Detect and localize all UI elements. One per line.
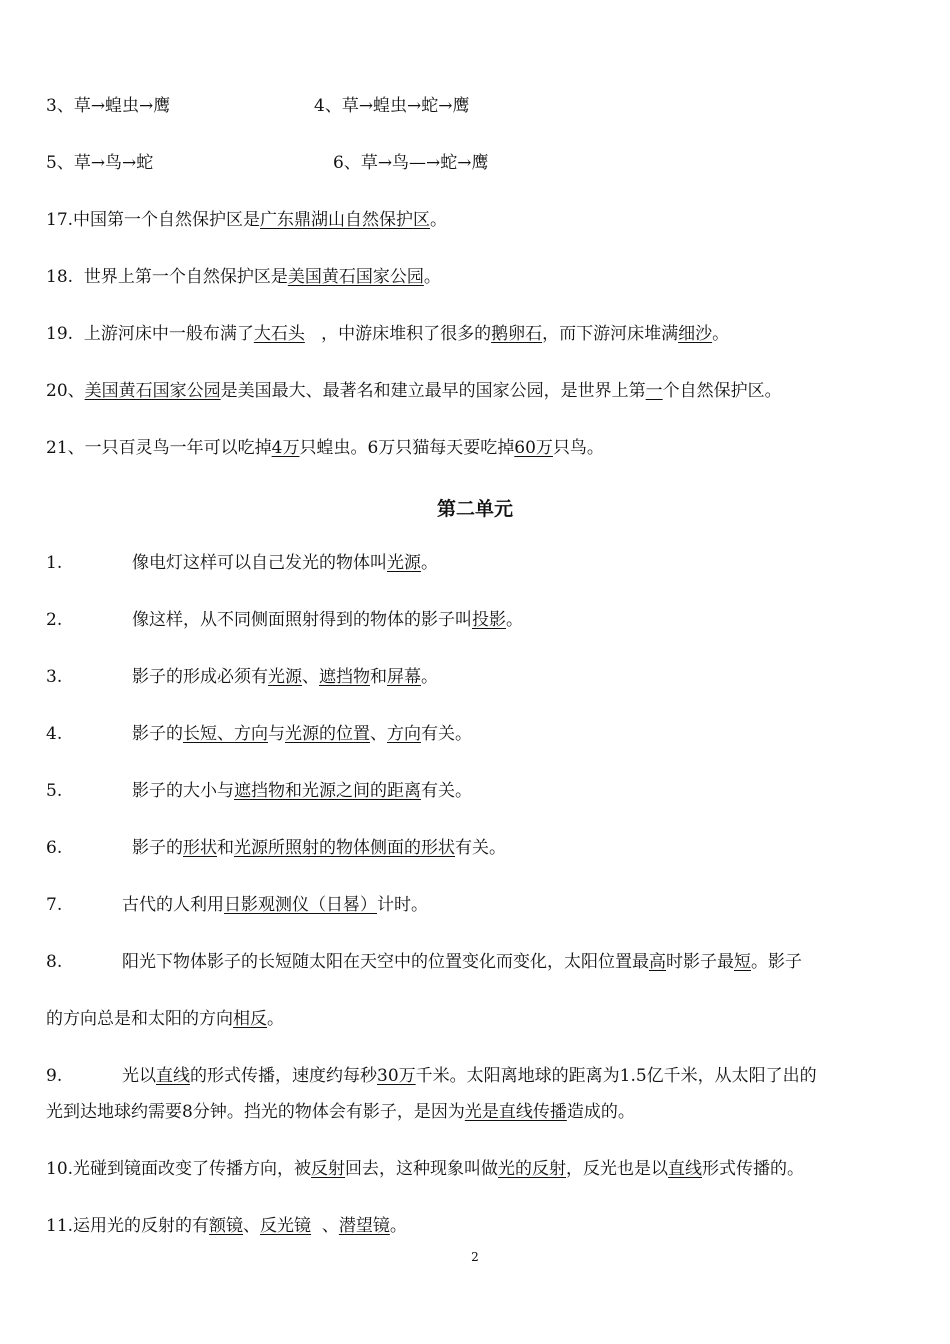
item-number: 9. <box>46 1066 63 1086</box>
answer-blank: 长短、方向 <box>183 724 268 744</box>
item-text: 与 <box>268 724 285 744</box>
answer-blank: 短 <box>734 952 751 972</box>
answer-blank: 光是直线传播 <box>464 1102 567 1122</box>
answer-blank: 相反 <box>233 1009 267 1029</box>
item-text: 的方向总是和太阳的方向 <box>46 1009 233 1029</box>
item-text: 有关。 <box>421 724 472 744</box>
page-number: 2 <box>471 1250 479 1264</box>
unit-title: 第二单元 <box>436 498 513 520</box>
question-text: 是美国最大、最著名和建立最早的国家公园，是世界上第 <box>220 381 646 401</box>
food-chain-5: 5、草→鸟→蛇 <box>46 153 154 173</box>
question-text: 世界上第一个自然保护区是 <box>83 267 288 287</box>
item-number: 2. <box>46 610 63 630</box>
item-text: 影子的形成必须有 <box>132 667 268 687</box>
answer-blank: 潜望镜 <box>338 1216 390 1236</box>
item-text: 计时。 <box>377 895 428 915</box>
item-text: 有关。 <box>421 781 472 801</box>
item-text: 影子的 <box>132 838 183 858</box>
answer-blank: 屏幕 <box>387 667 421 687</box>
answer-blank: 细沙 <box>678 324 713 344</box>
item-9-continued <box>46 1101 910 1123</box>
question-text: ，而下游河床堆满 <box>542 324 679 344</box>
question-text: 。 <box>430 210 448 230</box>
answer-blank: 鹅卵石 <box>491 324 543 344</box>
answer-blank: 光源的位置 <box>285 724 370 744</box>
answer-blank: 直线 <box>668 1159 703 1179</box>
food-chain-row-1 <box>46 95 910 117</box>
answer-blank: 方向 <box>387 724 421 744</box>
item-10 <box>46 1158 910 1180</box>
question-number: 19. <box>46 324 74 344</box>
answer-blank: 投影 <box>472 610 506 630</box>
food-chain-row-2 <box>46 152 910 174</box>
answer-blank: 一 <box>645 381 663 401</box>
item-text: 、 <box>302 667 319 687</box>
item-text: 。 <box>267 1009 284 1029</box>
item-number: 6. <box>46 838 63 858</box>
item-text: 和 <box>217 838 234 858</box>
answer-blank: 遮挡物和光源之间的距离 <box>234 781 421 801</box>
question-number: 17. <box>46 210 74 230</box>
item-9 <box>46 1065 910 1087</box>
item-text: ，反光也是以 <box>566 1159 669 1179</box>
answer-blank: 美国黄石国家公园 <box>84 381 221 401</box>
item-text: 有关。 <box>455 838 506 858</box>
question-text: 只蝗虫。6万只猫每天要吃掉 <box>299 438 515 458</box>
question-17 <box>46 209 910 231</box>
question-number: 18. <box>46 267 74 287</box>
question-text: 个自然保护区。 <box>662 381 782 401</box>
answer-blank: 额镜 <box>209 1216 244 1236</box>
answer-blank: 日影观测仪（日晷） <box>224 895 377 915</box>
item-6 <box>46 837 910 859</box>
item-11 <box>46 1215 910 1237</box>
question-21 <box>46 437 910 459</box>
item-text: 千米。太阳离地球的距离为1.5亿千米，从太阳了出的 <box>415 1066 817 1086</box>
answer-blank: 广东鼎湖山自然保护区 <box>260 210 431 230</box>
item-text: 。 <box>421 667 438 687</box>
answer-blank: 反光镜 <box>260 1216 312 1236</box>
item-text: 光以 <box>122 1066 156 1086</box>
answer-blank: 遮挡物 <box>319 667 370 687</box>
item-text: 、 <box>370 724 387 744</box>
item-number: 5. <box>46 781 63 801</box>
item-text: 像这样，从不同侧面照射得到的物体的影子叫 <box>132 610 472 630</box>
item-text: 回去，这种现象叫做 <box>345 1159 499 1179</box>
question-text: 一只百灵鸟一年可以吃掉 <box>84 438 272 458</box>
question-text: 中国第一个自然保护区是 <box>73 210 261 230</box>
item-text: 古代的人利用 <box>122 895 224 915</box>
item-text: 。 <box>506 610 523 630</box>
answer-blank: 60万 <box>514 438 553 458</box>
item-number: 4. <box>46 724 63 744</box>
item-number: 1. <box>46 553 63 573</box>
item-3 <box>46 666 910 688</box>
question-text: 。 <box>423 267 441 287</box>
item-number: 8. <box>46 952 63 972</box>
question-text: 只鸟。 <box>552 438 604 458</box>
item-text: 。 <box>389 1216 407 1236</box>
answer-blank: 美国黄石国家公园 <box>287 267 424 287</box>
answer-blank: 4万 <box>271 438 300 458</box>
item-text: 、 <box>321 1216 339 1236</box>
food-chain-4: 4、草→蝗虫→蛇→鹰 <box>314 96 470 116</box>
answer-blank: 直线 <box>156 1066 190 1086</box>
item-text: 。 <box>421 553 438 573</box>
item-number: 7. <box>46 895 63 915</box>
item-text: 光到达地球约需要8分钟。挡光的物体会有影子，是因为 <box>46 1102 465 1122</box>
question-text: ，中游床堆积了很多的 <box>321 324 492 344</box>
item-text: 形式传播的。 <box>702 1159 805 1179</box>
item-number: 10. <box>46 1159 74 1179</box>
item-text: 影子的大小与 <box>132 781 234 801</box>
item-text: 和 <box>370 667 387 687</box>
answer-blank: 大石头 <box>253 324 305 344</box>
answer-blank: 30万 <box>377 1066 416 1086</box>
item-number: 3. <box>46 667 63 687</box>
item-text: 影子的 <box>132 724 183 744</box>
item-text: 运用光的反射的有 <box>73 1216 210 1236</box>
question-number: 21、 <box>46 438 85 458</box>
item-8 <box>46 951 910 973</box>
question-text: 上游河床中一般布满了 <box>83 324 254 344</box>
item-number: 11. <box>46 1216 74 1236</box>
item-text: 光碰到镜面改变了传播方向，被 <box>73 1159 312 1179</box>
answer-blank: 光源 <box>268 667 302 687</box>
item-1 <box>46 552 910 574</box>
item-text: 。影子 <box>751 952 802 972</box>
question-18 <box>46 266 910 288</box>
item-text: 像电灯这样可以自己发光的物体叫 <box>132 553 387 573</box>
question-19 <box>46 323 910 345</box>
item-4 <box>46 723 910 745</box>
answer-blank: 光源所照射的物体侧面的形状 <box>234 838 455 858</box>
item-text: 、 <box>243 1216 261 1236</box>
question-number: 20、 <box>46 381 85 401</box>
item-2 <box>46 609 910 631</box>
answer-blank: 光源 <box>387 553 421 573</box>
answer-blank: 光的反射 <box>498 1159 567 1179</box>
question-20 <box>46 380 910 402</box>
item-text: 造成的。 <box>566 1102 635 1122</box>
item-text: 时影子最 <box>666 952 734 972</box>
item-text: 的形式传播，速度约每秒 <box>190 1066 377 1086</box>
item-8-continued <box>46 1008 910 1030</box>
item-5 <box>46 780 910 802</box>
answer-blank: 形状 <box>183 838 217 858</box>
item-text: 阳光下物体影子的长短随太阳在天空中的位置变化而变化，太阳位置最 <box>122 952 649 972</box>
answer-blank: 反射 <box>311 1159 346 1179</box>
question-text: 。 <box>712 324 730 344</box>
food-chain-3: 3、草→蝗虫→鹰 <box>46 96 171 116</box>
answer-blank: 高 <box>649 952 666 972</box>
food-chain-6: 6、草→鸟—→蛇→鹰 <box>333 153 489 173</box>
item-7 <box>46 894 910 916</box>
